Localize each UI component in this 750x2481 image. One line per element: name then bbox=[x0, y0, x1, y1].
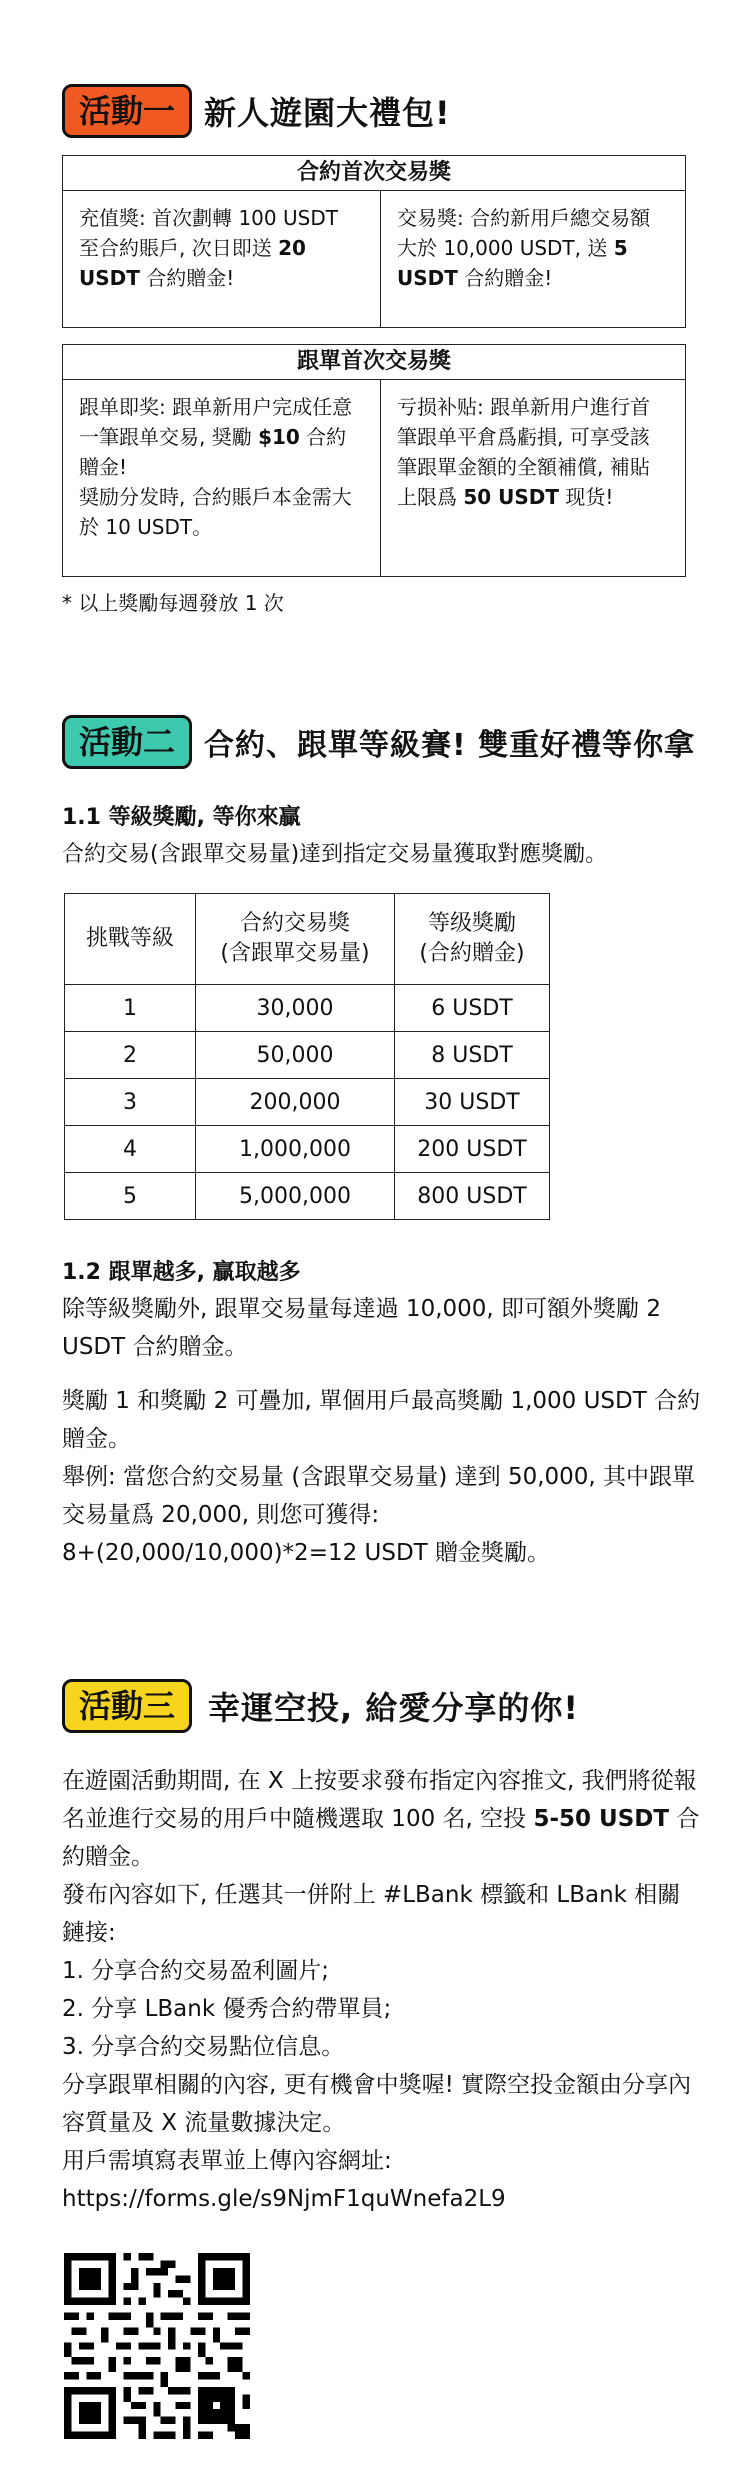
form-instruction: 用戶需填寫表單並上傳內容網址: bbox=[62, 2148, 392, 2174]
activity3-title: 幸運空投, 給愛分享的你! bbox=[208, 1689, 579, 1727]
loss-subsidy-cell: 亏损补贴: 跟单新用户進行首筆跟单平倉爲虧損, 可享受該筆跟單金額的全額補償, 補貼上限爲 50 USDT 现货! bbox=[397, 395, 651, 509]
activity3-header bbox=[62, 1679, 579, 1733]
table-header: 跟單首次交易獎 bbox=[63, 345, 685, 380]
activity2-badge: 活動二 bbox=[62, 715, 192, 769]
table-row: 3 200,000 30 USDT bbox=[65, 1079, 550, 1126]
weekly-distribution-note: * 以上獎勵每週發放 1 次 bbox=[62, 591, 284, 615]
activity3-badge: 活動三 bbox=[62, 1679, 192, 1733]
airdrop-intro: 在遊園活動期間, 在 X 上按要求發布指定內容推文, 我們將從報名並進行交易的用戶中隨機選取 100 名, 空投 5-50 USDT 合約贈金。 bbox=[62, 1768, 700, 1870]
col-header-volume: 合約交易獎 (含跟單交易量) bbox=[196, 894, 395, 985]
activity1-title: 新人遊園大禮包! bbox=[204, 94, 451, 132]
copy-trade-instant-reward-cell: 跟单即奖: 跟单新用户完成任意一筆跟单交易, 奨勵 $10 合約贈金! 奨励分发時, 合約賬戶本金需大於 10 USDT。 bbox=[63, 380, 381, 576]
stacking-paragraph: 獎勵 1 和獎勵 2 可疊加, 單個用戶最高獎勵 1,000 USDT 合約贈金。 bbox=[62, 1388, 701, 1452]
form-link[interactable]: https://forms.gle/s9NjmF1quWnefa2L9 bbox=[62, 2186, 506, 2212]
col-header-level: 挑戰等級 bbox=[65, 894, 196, 985]
table-row: 5 5,000,000 800 USDT bbox=[65, 1173, 550, 1220]
first-contract-trade-reward-table bbox=[62, 155, 686, 328]
post-requirement: 發布內容如下, 任選其一併附上 #LBank 標籤和 LBank 相關鏈接: bbox=[62, 1882, 681, 1946]
option-2: 2. 分享 LBank 優秀合約帶單員; bbox=[62, 1996, 392, 2022]
table-row: 1 30,000 6 USDT bbox=[65, 985, 550, 1032]
example-formula: 8+(20,000/10,000)*2=12 USDT 贈金獎勵。 bbox=[62, 1540, 551, 1566]
trade-reward-cell: 交易獎: 合約新用戶總交易額大於 10,000 USDT, 送 5 USDT 合約贈金! bbox=[397, 206, 651, 290]
table-header: 合約首次交易獎 bbox=[63, 156, 685, 191]
activity2-title: 合約、跟單等級賽! 雙重好禮等你拿 bbox=[204, 728, 696, 763]
col-header-reward: 等级獎勵 (合約贈金) bbox=[395, 894, 550, 985]
section-1-1-description: 合約交易(含跟單交易量)達到指定交易量獲取對應獎勵。 bbox=[62, 842, 608, 867]
qr-code[interactable] bbox=[64, 2253, 250, 2439]
first-copy-trade-reward-table bbox=[62, 344, 686, 577]
option-3: 3. 分享合約交易點位信息。 bbox=[62, 2034, 345, 2060]
airdrop-amount-note: 分享跟單相關的內容, 更有機會中獎喔! 實際空投金額由分享內容質量及 X 流量數據決定。 bbox=[62, 2072, 692, 2136]
section-1-2-title: 1.2 跟單越多, 贏取越多 bbox=[62, 1260, 301, 1285]
table-row: 4 1,000,000 200 USDT bbox=[65, 1126, 550, 1173]
table-row: 2 50,000 8 USDT bbox=[65, 1032, 550, 1079]
deposit-reward-cell: 充值獎: 首次劃轉 100 USDT 至合約賬戶, 次日即送 20 USDT 合約贈金! bbox=[63, 191, 381, 327]
activity2-header bbox=[62, 715, 695, 769]
level-reward-table bbox=[64, 893, 550, 1220]
section-1-1-title: 1.1 等級獎勵, 等你來贏 bbox=[62, 805, 301, 830]
activity1-badge: 活動一 bbox=[62, 84, 192, 138]
option-1: 1. 分享合約交易盈利圖片; bbox=[62, 1958, 330, 1984]
activity1-header bbox=[62, 84, 451, 138]
example-paragraph: 舉例: 當您合約交易量 (含跟單交易量) 達到 50,000, 其中跟單交易量爲 20,000, 則您可獲得: bbox=[62, 1464, 696, 1528]
extra-reward-paragraph: 除等級獎勵外, 跟單交易量每達過 10,000, 即可額外獎勵 2 USDT 合約贈金。 bbox=[62, 1296, 661, 1360]
